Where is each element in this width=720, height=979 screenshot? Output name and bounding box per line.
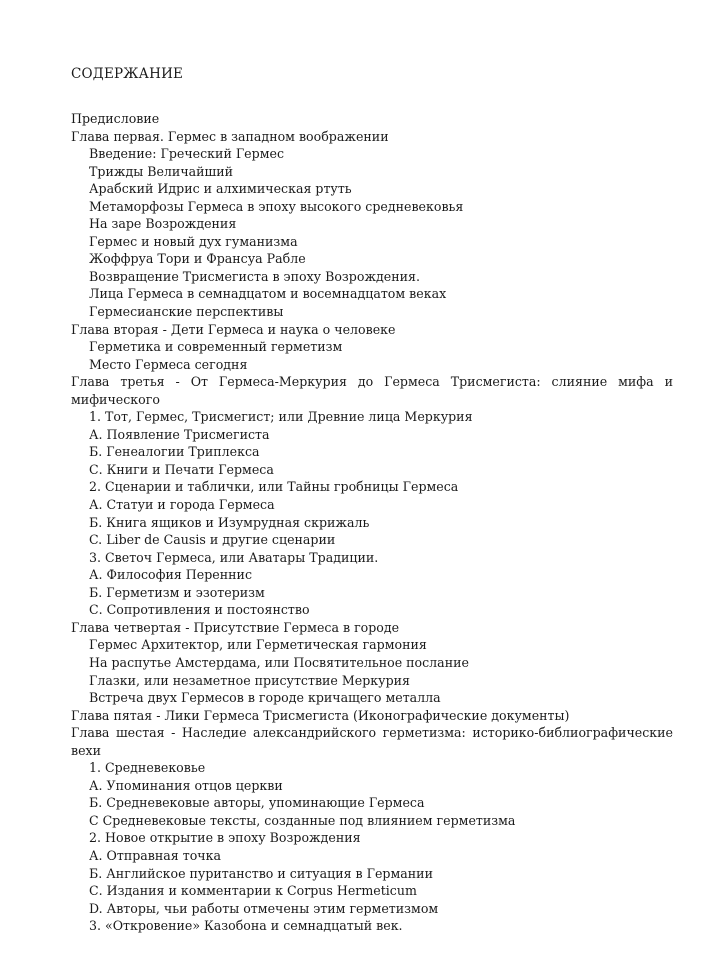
toc-section-entry: Встреча двух Гермесов в городе кричащего металла [89,690,441,706]
toc-section-entry: Лица Гермеса в семнадцатом и восемнадцатом веках [89,286,447,302]
toc-section-entry: 3. «Откровение» Казобона и семнадцатый век. [89,918,403,934]
toc-section-entry: А. Упоминания отцов церкви [89,777,283,793]
toc-section-entry: А. Появление Трисмегиста [89,426,270,442]
toc-section-entry: 1. Тот, Гермес, Трисмегист; или Древние лица Меркурия [89,409,473,425]
toc-section-entry: С. Сопротивления и постоянство [89,602,310,618]
toc-section-entry: C. Liber de Causis и другие сценарии [89,532,336,548]
toc-chapter-entry: Глава вторая - Дети Гермеса и наука о человеке [71,321,396,337]
toc-section-entry: 2. Новое открытие в эпоху Возрождения [89,830,361,846]
toc-section-entry: На заре Возрождения [89,216,237,232]
toc-section-entry: Б. Средневековые авторы, упоминающие Гермеса [89,795,425,811]
toc-section-entry: D. Авторы, чьи работы отмечены этим герметизмом [89,900,439,916]
toc-chapter-entry: Глава третья - От Гермеса-Меркурия до Гермеса Трисмегиста: слияние мифа и мифического [71,374,673,407]
toc-section-entry: Б. Герметизм и эзотеризм [89,584,265,600]
toc-section-entry: А. Статуи и города Гермеса [89,497,275,513]
toc-section-entry: С. Книги и Печати Гермеса [89,461,274,477]
toc-section-entry: Б. Английское пуританство и ситуация в Германии [89,865,433,881]
toc-section-entry: Введение: Греческий Гермес [89,146,284,162]
toc-chapter-entry: Предисловие [71,111,160,126]
page-title: СОДЕРЖАНИЕ [71,66,184,82]
toc-section-entry: Б. Книга ящиков и Изумрудная скрижаль [89,514,370,530]
toc-section-entry: Гермес Архитектор, или Герметическая гармония [89,637,427,653]
toc-section-entry: Глазки, или незаметное присутствие Меркурия [89,672,410,688]
toc-section-entry: 2. Сценарии и таблички, или Тайны гробницы Гермеса [89,479,459,495]
toc-section-entry: Возвращение Трисмегиста в эпоху Возрождения. [89,268,420,284]
toc-section-entry: Гермес и новый дух гуманизма [89,233,298,249]
toc-section-entry: С. Издания и комментарии к Corpus Hermeticum [89,883,417,899]
toc-section-entry: Трижды Величайший [89,163,234,179]
toc-chapter-entry: Глава первая. Гермес в западном воображении [71,128,389,144]
toc-section-entry: На распутье Амстердама, или Посвятительное послание [89,654,469,670]
toc-section-entry: А. Философия Переннис [89,567,252,583]
toc-section-entry: Б. Генеалогии Триплекса [89,444,260,460]
toc-chapter-entry: Глава четвертая - Присутствие Гермеса в городе [71,619,400,635]
toc-section-entry: Метаморфозы Гермеса в эпоху высокого средневековья [89,198,464,214]
toc-section-entry: А. Отправная точка [89,847,221,863]
toc-section-entry: 1. Средневековье [89,760,206,776]
toc-section-entry: Место Гермеса сегодня [89,356,248,372]
toc-section-entry: 3. Светоч Гермеса, или Аватары Традиции. [89,549,379,565]
toc-section-entry: Герметика и современный герметизм [89,339,343,355]
toc-section-entry: Гермесианские перспективы [89,304,284,320]
toc-section-entry: Жоффруа Тори и Франсуа Рабле [89,251,306,267]
toc-section-entry: Арабский Идрис и алхимическая ртуть [89,181,352,197]
toc-chapter-entry: Глава пятая - Лики Гермеса Трисмегиста (Иконографические документы) [71,707,570,723]
toc-chapter-entry: Глава шестая - Наследие александрийского герметизма: историко-библиографические вехи [71,725,673,758]
toc-section-entry: С Средневековые тексты, созданные под влиянием герметизма [89,812,516,828]
table-of-contents [71,110,673,935]
